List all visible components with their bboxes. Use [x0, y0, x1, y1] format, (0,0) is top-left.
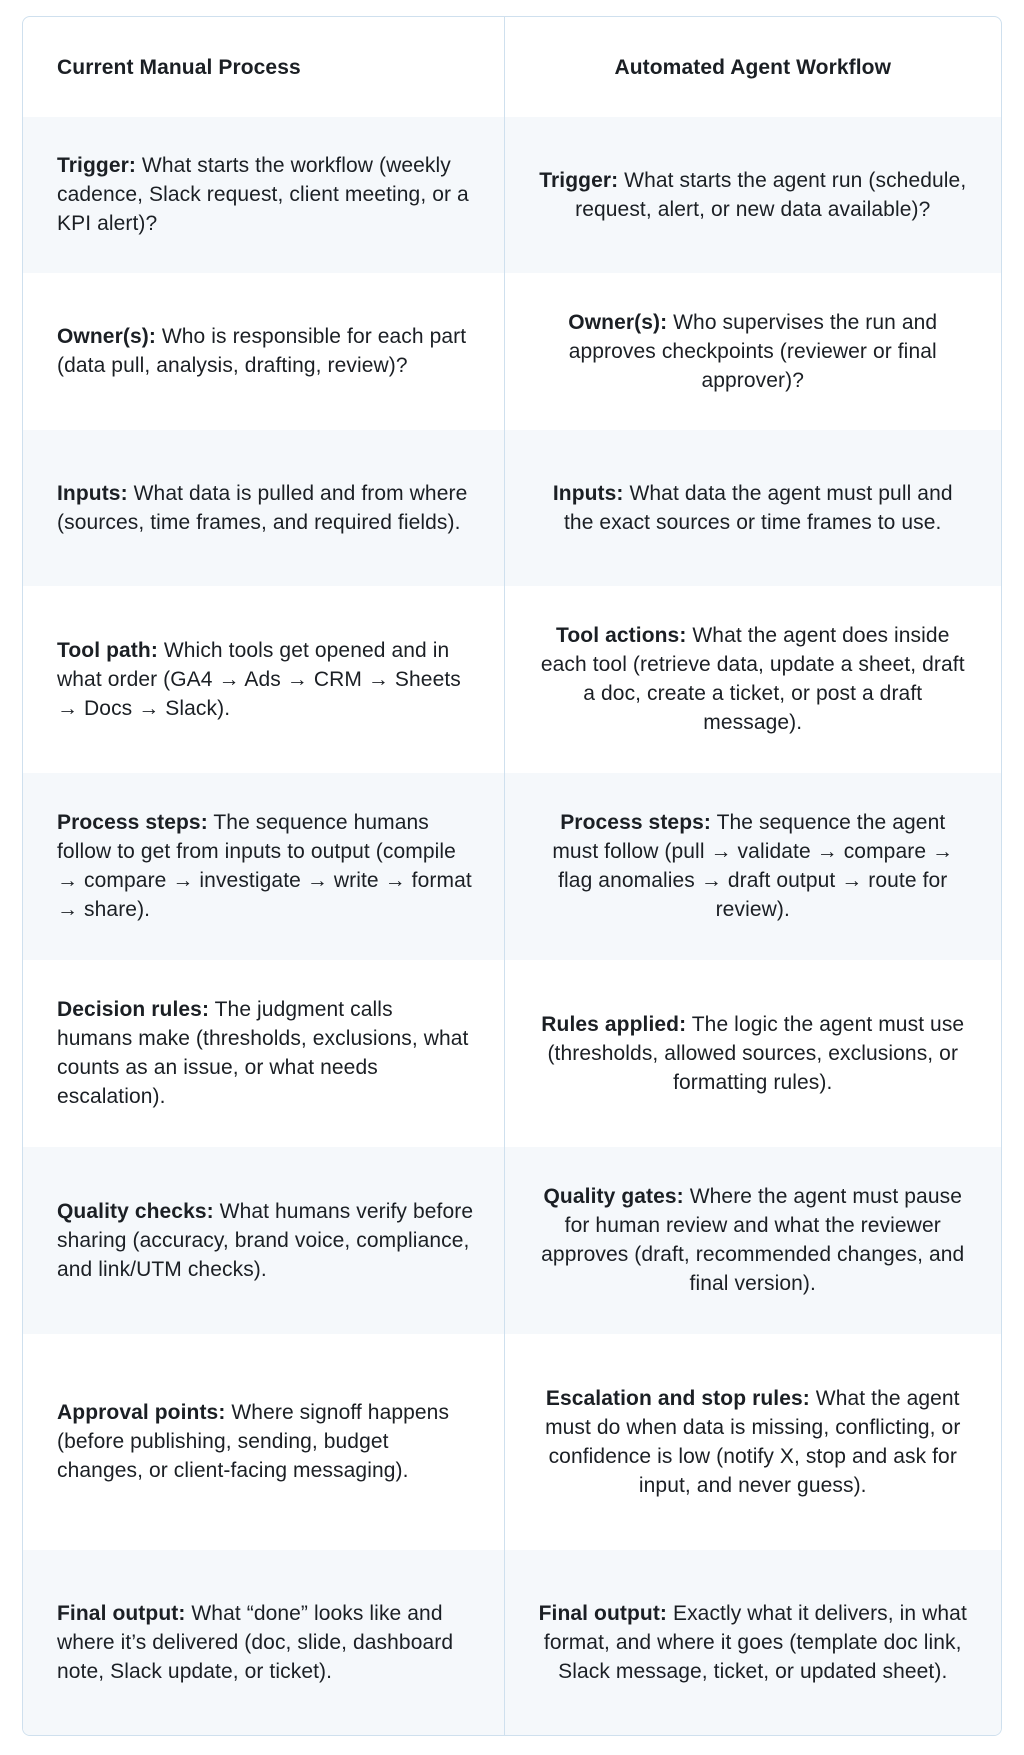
cell-text: What the agent must do when data is missing, conflicting, or confidence is low (notify X, stop and ask for input, and never guess).: [545, 1386, 961, 1497]
table-row: [23, 1147, 1001, 1334]
cell-text: Which tools get opened and in what order (GA4 → Ads → CRM → Sheets → Docs → Slack).: [57, 638, 461, 720]
cell-label: Final output:: [538, 1601, 668, 1625]
cell-label: Escalation and stop rules:: [545, 1386, 810, 1410]
cell-label: Quality gates:: [543, 1185, 684, 1209]
cell-label: Tool actions:: [556, 624, 687, 648]
cell-text: What starts the agent run (schedule, request, alert, or new data available)?: [575, 168, 967, 221]
cell-text: What data the agent must pull and the exact sources or time frames to use.: [564, 481, 953, 534]
cell-text: The judgment calls humans make (thresholds, exclusions, what counts as an issue, or what needs escalation).: [57, 998, 469, 1109]
header-automated-agent-workflow: Automated Agent Workflow: [614, 55, 892, 79]
cell-label: Rules applied:: [541, 1012, 687, 1036]
cell-label: Tool path:: [57, 638, 158, 662]
table-row: [23, 586, 1001, 773]
cell-label: Final output:: [57, 1601, 186, 1625]
manual-cell: [23, 117, 504, 273]
agent-cell: [504, 1147, 1001, 1334]
cell-text: The sequence humans follow to get from inputs to output (compile → compare → investigate → write → format → share).: [57, 811, 472, 922]
cell-label: Owner(s):: [57, 325, 156, 349]
agent-cell: [504, 430, 1001, 586]
cell-text: What “done” looks like and where it’s delivered (doc, slide, dashboard note, Slack update, or ticket).: [57, 1601, 454, 1683]
agent-cell: [504, 960, 1001, 1147]
manual-cell: [23, 1334, 504, 1550]
table-row: [23, 430, 1001, 586]
cell-text: Who supervises the run and approves checkpoints (reviewer or final approver)?: [568, 310, 938, 392]
cell-label: Inputs:: [57, 481, 128, 505]
manual-cell: [23, 273, 504, 430]
cell-label: Approval points:: [57, 1401, 226, 1425]
table-row: [23, 117, 1001, 273]
table-row: [23, 773, 1001, 960]
cell-text: Where the agent must pause for human review and what the reviewer approves (draft, recommended changes, and final version).: [541, 1185, 965, 1296]
cell-label: Decision rules:: [57, 998, 210, 1022]
cell-text: Exactly what it delivers, in what format, and where it goes (template doc link, Slack message, ticket, or updated sheet).: [543, 1601, 967, 1683]
manual-cell: [23, 1550, 504, 1735]
cell-text: What starts the workflow (weekly cadence, Slack request, client meeting, or a KPI alert)?: [57, 154, 469, 236]
cell-label: Inputs:: [552, 481, 624, 505]
cell-text: Who is responsible for each part (data pull, analysis, drafting, review)?: [57, 325, 467, 378]
table-row: [23, 1550, 1001, 1735]
cell-label: Trigger:: [57, 154, 136, 178]
cell-text: What data is pulled and from where (sources, time frames, and required fields).: [57, 481, 468, 534]
cell-label: Owner(s):: [568, 310, 668, 334]
cell-text: The sequence the agent must follow (pull → validate → compare → flag anomalies → draft output → route for review).: [552, 811, 954, 922]
manual-cell: [23, 960, 504, 1147]
manual-cell: [23, 773, 504, 960]
table-row: [23, 960, 1001, 1147]
header-current-manual-process: Current Manual Process: [23, 17, 504, 117]
agent-cell: [504, 586, 1001, 773]
cell-label: Process steps:: [57, 811, 208, 835]
cell-text: The logic the agent must use (thresholds, allowed sources, exclusions, or formatting rules).: [547, 1012, 965, 1094]
cell-label: Quality checks:: [57, 1199, 214, 1223]
comparison-table: [22, 16, 1002, 1736]
table-row: [23, 1334, 1001, 1550]
cell-label: Process steps:: [560, 811, 712, 835]
cell-text: Where signoff happens (before publishing, sending, budget changes, or client-facing messaging).: [57, 1401, 450, 1483]
cell-text: What the agent does inside each tool (retrieve data, update a sheet, draft a doc, create a ticket, or post a draft message).: [540, 624, 965, 735]
workflow-comparison-table: [23, 17, 1001, 1735]
manual-cell: [23, 430, 504, 586]
agent-cell: [504, 117, 1001, 273]
agent-cell: [504, 1334, 1001, 1550]
table-row: [23, 273, 1001, 430]
manual-cell: [23, 586, 504, 773]
table-header-row: [23, 17, 1001, 117]
cell-text: What humans verify before sharing (accuracy, brand voice, compliance, and link/UTM checks).: [57, 1199, 474, 1281]
agent-cell: [504, 1550, 1001, 1735]
manual-cell: [23, 1147, 504, 1334]
cell-label: Trigger:: [539, 168, 619, 192]
agent-cell: [504, 773, 1001, 960]
agent-cell: [504, 273, 1001, 430]
